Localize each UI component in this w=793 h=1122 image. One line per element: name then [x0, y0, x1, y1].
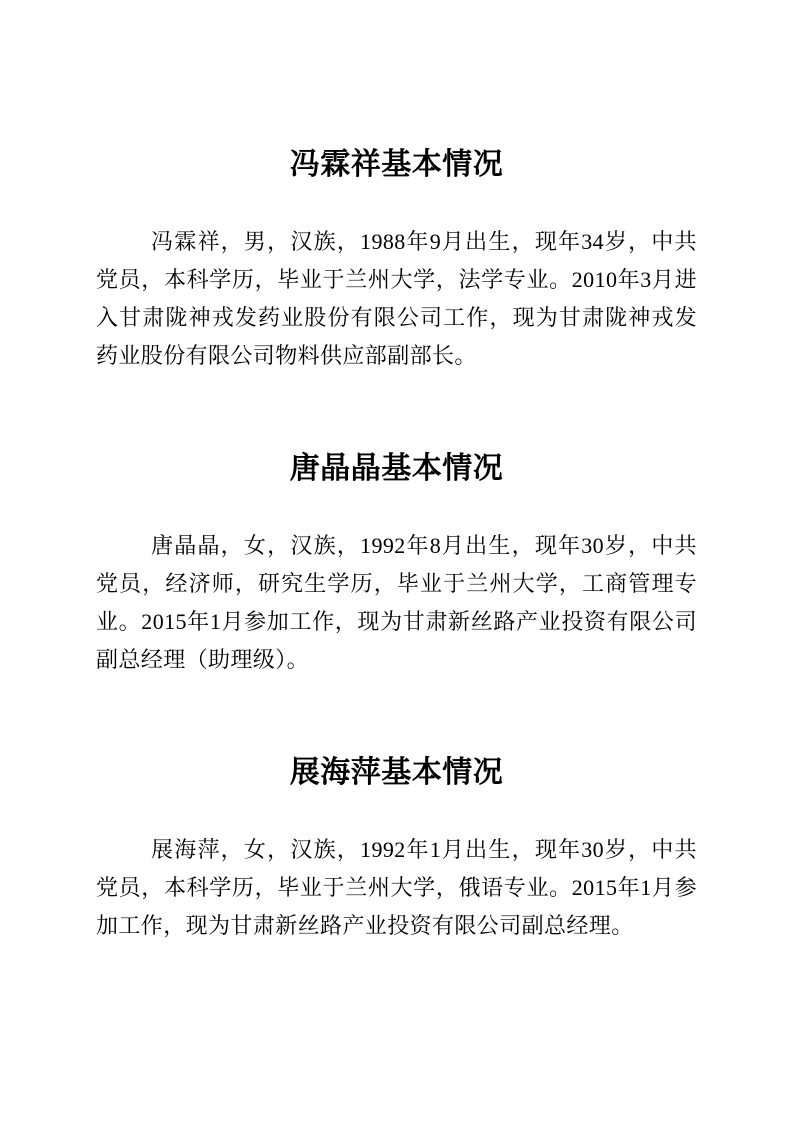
section-tang-jingjing: [96, 447, 697, 679]
section-zhan-haiping: [96, 751, 697, 945]
section-feng-linxiang: [96, 143, 697, 375]
section-heading: 展海萍基本情况: [289, 756, 504, 789]
section-paragraph: 冯霖祥，男，汉族，1988年9月出生，现年34岁，中共党员，本科学历，毕业于兰州大学，法学专业。2010年3月进入甘肃陇神戎发药业股份有限公司工作，现为甘肃陇神戎发药业股份有限公司物料供应部副部长。: [96, 229, 697, 368]
section-paragraph: 唐晶晶，女，汉族，1992年8月出生，现年30岁，中共党员，经济师，研究生学历，毕业于兰州大学，工商管理专业。2015年1月参加工作，现为甘肃新丝路产业投资有限公司副总经理（助理级）。: [96, 533, 697, 672]
section-paragraph: 展海萍，女，汉族，1992年1月出生，现年30岁，中共党员，本科学历，毕业于兰州大学，俄语专业。2015年1月参加工作，现为甘肃新丝路产业投资有限公司副总经理。: [96, 837, 697, 938]
section-heading: 唐晶晶基本情况: [289, 452, 504, 485]
section-heading: 冯霖祥基本情况: [289, 148, 504, 181]
